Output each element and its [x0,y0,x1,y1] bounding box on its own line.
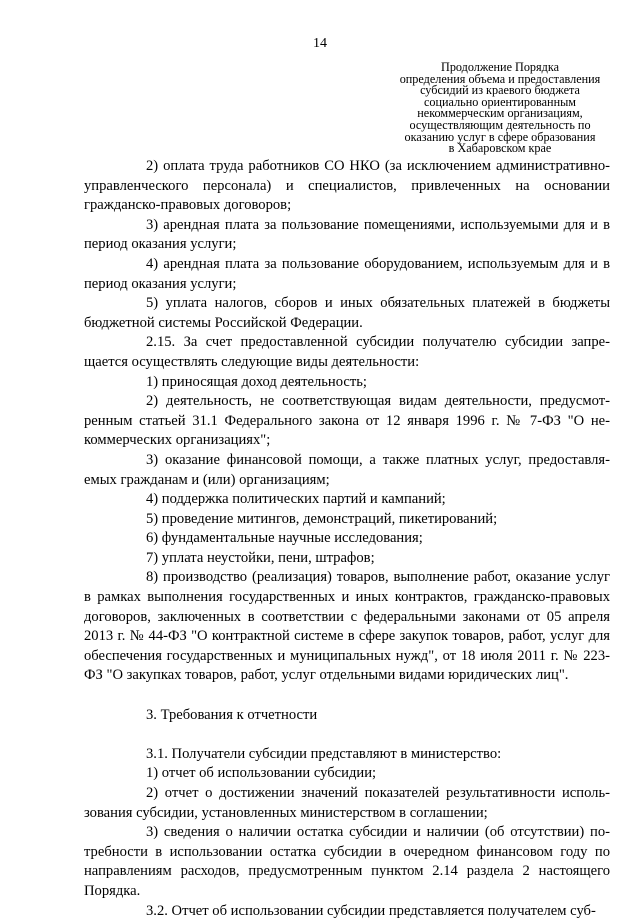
list-item: 8) производство (реализация) товаров, выполнение работ, оказание услуг в рамках выполнения государственных и иных контрактов, гражданско-правовых договоров, заключенных в соответствии с федеральными законами от 05 апреля 2013 г. № 44-ФЗ "О контрактной системе в сфере закупок товаров, работ, услуг для обеспечения государственных и муниципальных нужд", от 18 июля 2011 г. № 223-ФЗ "О закупках товаров, работ, услуг отдельными видами юридических лиц". [84,569,610,684]
list-item: 3) оказание финансовой помощи, а также платных услуг, предоставляемых гражданам и (или) организациям; [84,451,610,488]
header-line: в Хабаровском крае [448,141,552,156]
header-line: Продолжение Порядка [441,60,559,74]
section-heading: 3. Требования к отчетности [146,706,318,723]
list-item: 2) отчет о достижении значений показателей результативности использования субсидии, установленных министерством в соглашении; [84,785,610,821]
list-item: 1) приносящая доход деятельность; [146,373,367,390]
list-item: 2) оплата труда работников СО НКО (за исключением административно-управленческого персонала) и специалистов, привлеченных на основании гражданско-правовых договоров; [84,158,610,214]
header-line: некоммерческим организациям, [417,106,583,121]
list-item: 4) арендная плата за пользование оборудованием, используемым для и в период оказания услуги; [84,255,610,292]
list-item: 3) арендная плата за пользование помещениями, используемыми для и в период оказания услуги; [84,216,610,253]
list-item: 4) поддержка политических партий и кампаний; [146,491,446,508]
header-line: определения объема и предоставления [399,71,601,86]
clause-paragraph: 2.15. За счет предоставленной субсидии получателю субсидии запрещается осуществлять следующие виды деятельности: [84,334,610,370]
list-item: 1) отчет об использовании субсидии; [146,765,377,782]
header-line: социально ориентированным [424,94,576,109]
header-line: оказанию услуг в сфере образования [404,129,596,144]
list-item: 5) уплата налогов, сборов и иных обязательных платежей в бюджеты бюджетной системы Российской Федерации. [84,295,610,331]
list-item: 6) фундаментальные научные исследования; [146,530,423,547]
header-line: осуществляющим деятельность по [409,117,591,132]
header-line: субсидий из краевого бюджета [420,83,580,98]
document-header [370,62,630,155]
list-item: 3) сведения о наличии остатка субсидии и наличии (об отсутствии) потребности в использовании остатка субсидии в очередном финансовом году по направлениям расходов, предусмотренным пунктом 2.14 раздела 2 настоящего Порядка. [84,824,610,899]
document-body [84,157,610,921]
list-item: 5) проведение митингов, демонстраций, пикетирований; [146,510,498,527]
list-item: 2) деятельность, не соответствующая видам деятельности, предусмотренным статьей 31.1 Федерального закона от 12 января 1996 г. № 7-ФЗ "О некоммерческих организациях"; [84,393,610,449]
list-item: 7) уплата неустойки, пени, штрафов; [146,549,375,566]
page-number: 14 [313,36,327,51]
clause-paragraph: 3.1. Получатели субсидии представляют в министерство: [146,745,502,762]
clause-paragraph: 3.2. Отчет об использовании субсидии представляется получателем суб- [146,902,596,919]
